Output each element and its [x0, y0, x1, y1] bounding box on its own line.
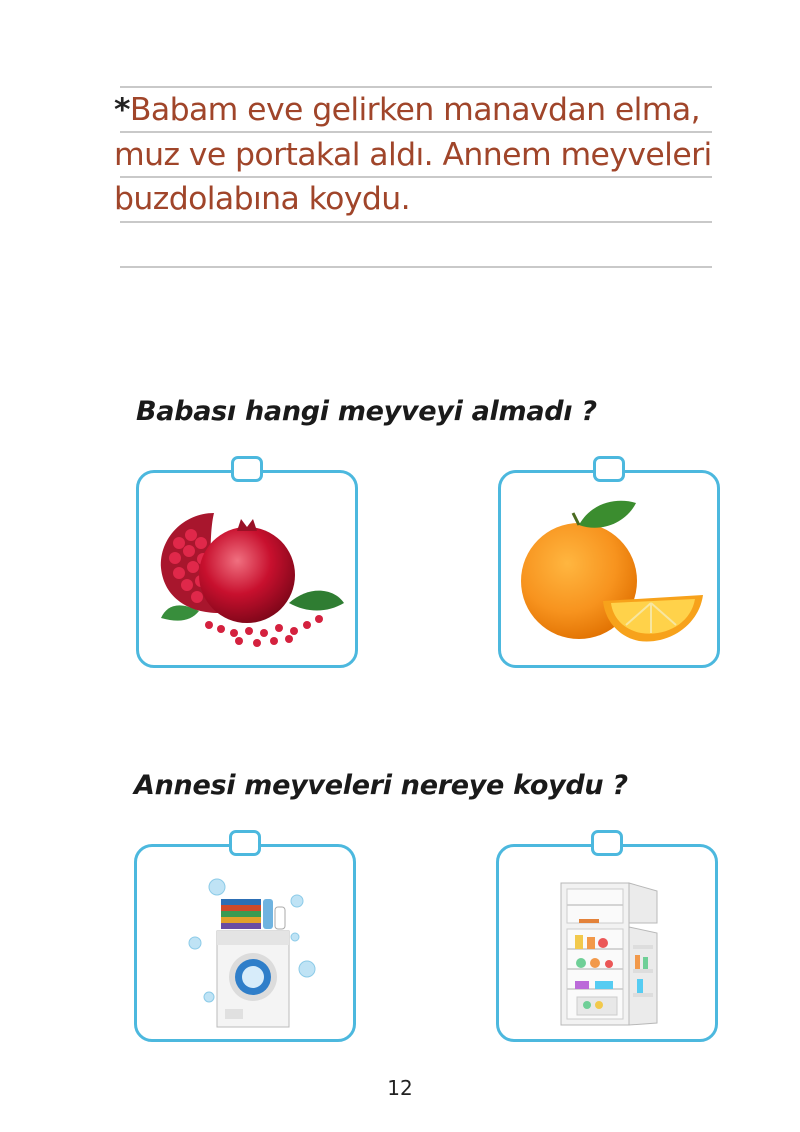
question-1-title: Babası hangi meyveyi almadı ?	[136, 396, 597, 427]
option-card-pomegranate[interactable]	[136, 470, 358, 668]
story-line-2: muz ve portakal aldı. Annem meyveleri	[114, 136, 712, 173]
question-2-title: Annesi meyveleri nereye koydu ?	[134, 770, 628, 801]
washing-machine-icon	[137, 847, 353, 1039]
option-card-refrigerator[interactable]	[496, 844, 718, 1042]
orange-icon	[501, 473, 717, 665]
pomegranate-icon	[139, 473, 355, 665]
story-text	[114, 88, 734, 222]
star-marker: *	[114, 92, 130, 128]
ruled-line-5	[120, 266, 712, 268]
option-card-washing-machine[interactable]	[134, 844, 356, 1042]
page-number: 12	[387, 1076, 413, 1100]
story-line-1: Babam eve gelirken manavdan elma,	[129, 92, 701, 128]
story-line-3: buzdolabına koydu.	[114, 181, 411, 217]
refrigerator-icon	[499, 847, 715, 1039]
option-card-orange[interactable]	[498, 470, 720, 668]
